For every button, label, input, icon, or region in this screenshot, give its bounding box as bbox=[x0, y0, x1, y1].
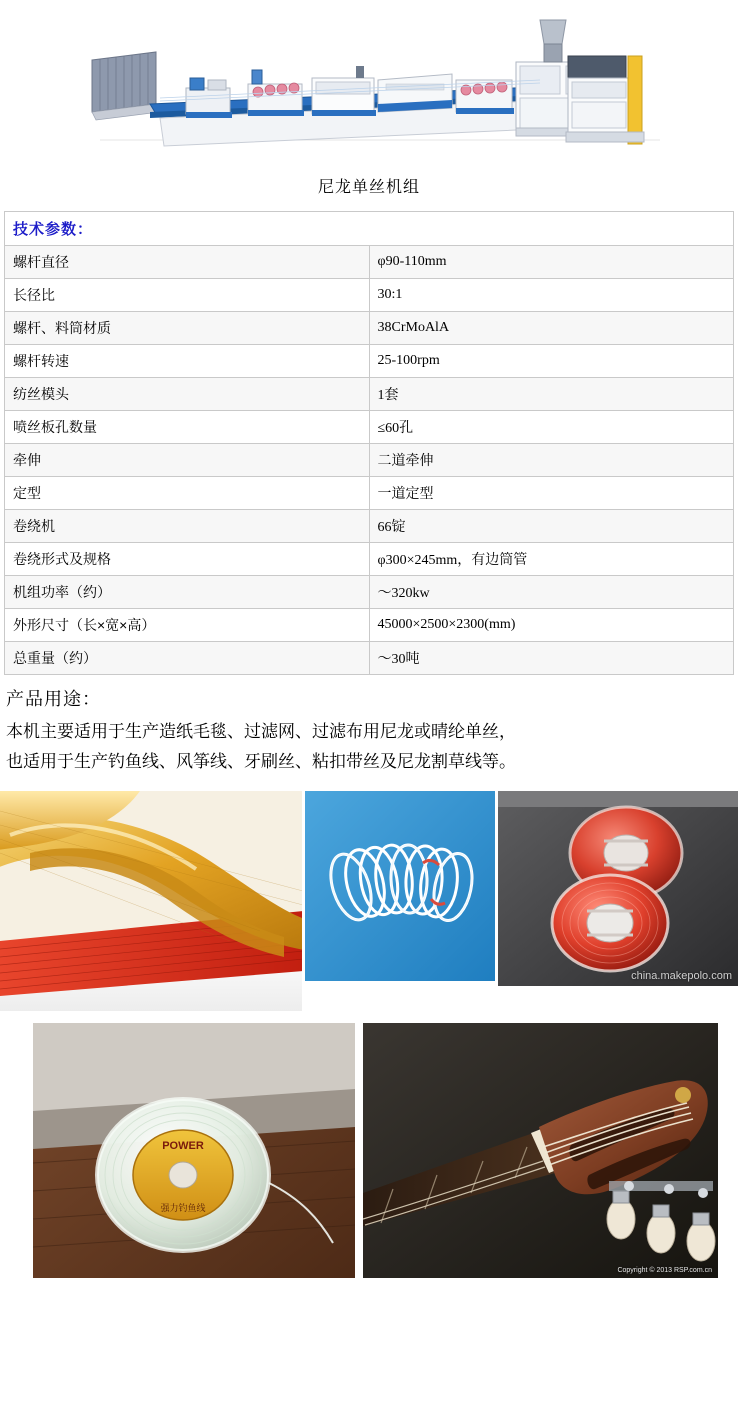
svg-text:POWER: POWER bbox=[162, 1140, 204, 1152]
spec-value: ≤60孔 bbox=[369, 411, 734, 444]
table-title-cell: 技术参数： bbox=[5, 212, 734, 246]
table-row bbox=[5, 444, 734, 477]
photo-gallery bbox=[0, 791, 738, 1278]
guitar-headstock-nylon-strings-photo bbox=[363, 1023, 718, 1278]
spec-key: 纺丝模头 bbox=[5, 378, 370, 411]
table-row bbox=[5, 477, 734, 510]
spec-key: 喷丝板孔数量 bbox=[5, 411, 370, 444]
table-row bbox=[5, 510, 734, 543]
machine-illustration bbox=[0, 0, 738, 170]
svg-text:强力钓鱼线: 强力钓鱼线 bbox=[160, 1203, 206, 1213]
spec-key: 总重量（约） bbox=[5, 642, 370, 675]
white-monofilament-coils-photo bbox=[305, 791, 495, 981]
spec-value: 二道牵伸 bbox=[369, 444, 734, 477]
table-row bbox=[5, 576, 734, 609]
spec-key: 外形尺寸（长×宽×高） bbox=[5, 609, 370, 642]
spec-value: ～30吨 bbox=[369, 642, 734, 675]
photo-watermark: china.makepolo.com bbox=[631, 970, 732, 982]
product-usage-section bbox=[6, 685, 732, 777]
table-header-row bbox=[5, 212, 734, 246]
hero-caption: 尼龙单丝机组 bbox=[317, 179, 420, 196]
table-row bbox=[5, 378, 734, 411]
spec-key: 机组功率（约） bbox=[5, 576, 370, 609]
spec-value: 45000×2500×2300(mm) bbox=[369, 609, 734, 642]
spec-value: 25-100rpm bbox=[369, 345, 734, 378]
table-row bbox=[5, 279, 734, 312]
spec-key: 长径比 bbox=[5, 279, 370, 312]
table-row bbox=[5, 312, 734, 345]
spec-table-container bbox=[4, 211, 734, 675]
usage-line-1: 本机主要适用于生产造纸毛毯、过滤网、过滤布用尼龙或晴纶单丝， bbox=[6, 722, 516, 741]
table-row bbox=[5, 411, 734, 444]
spec-value: ～320kw bbox=[369, 576, 734, 609]
spec-value: 38CrMoAlA bbox=[369, 312, 734, 345]
spec-key: 卷绕机 bbox=[5, 510, 370, 543]
spec-key: 螺杆转速 bbox=[5, 345, 370, 378]
photo-row-1 bbox=[0, 791, 738, 1011]
spec-value: 30:1 bbox=[369, 279, 734, 312]
spec-key: 卷绕形式及规格 bbox=[5, 543, 370, 576]
spec-key: 牵伸 bbox=[5, 444, 370, 477]
spec-key: 定型 bbox=[5, 477, 370, 510]
technical-parameters-table bbox=[4, 211, 734, 675]
spec-key: 螺杆直径 bbox=[5, 246, 370, 279]
velcro-hook-loop-tape-photo bbox=[0, 791, 302, 1011]
usage-line-2: 也适用于生产钓鱼线、风筝线、牙刷丝、粘扣带丝及尼龙割草线等。 bbox=[6, 752, 516, 771]
red-fishing-line-spools-photo bbox=[498, 791, 738, 986]
table-row bbox=[5, 345, 734, 378]
usage-title: 产品用途： bbox=[6, 689, 101, 709]
spec-value: 1套 bbox=[369, 378, 734, 411]
photo-row-2 bbox=[33, 1023, 738, 1278]
photo-watermark: Copyright © 2013 RSP.com.cn bbox=[617, 1267, 712, 1274]
spec-value: 66锭 bbox=[369, 510, 734, 543]
spec-value: 一道定型 bbox=[369, 477, 734, 510]
table-row bbox=[5, 246, 734, 279]
fishing-line-spool-power-photo bbox=[33, 1023, 355, 1278]
spec-key: 螺杆、料筒材质 bbox=[5, 312, 370, 345]
table-row bbox=[5, 642, 734, 675]
table-row bbox=[5, 609, 734, 642]
spec-value: φ300×245mm，有边筒管 bbox=[369, 543, 734, 576]
table-row bbox=[5, 543, 734, 576]
spec-value: φ90-110mm bbox=[369, 246, 734, 279]
